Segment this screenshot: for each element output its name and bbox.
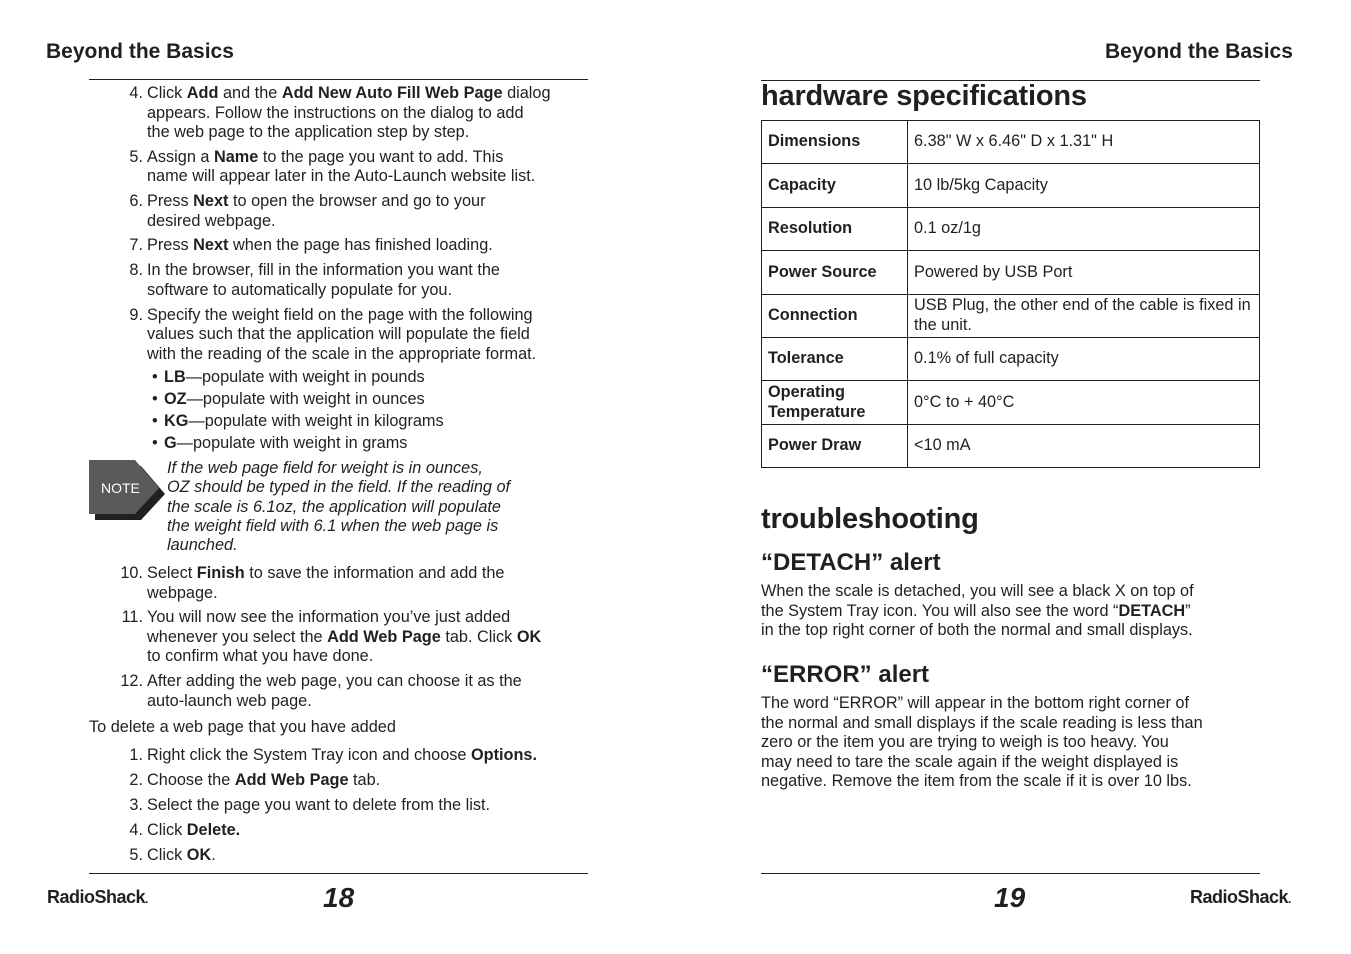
note-text: If the web page field for weight is in ounces, OZ should be typed in the field. If the reading of the scale is 6.1oz, the application will populate the weight field with 6.1 when the web page is launched.	[167, 459, 511, 555]
spec-value: 10 lb/5kg Capacity	[908, 164, 1260, 207]
left-page-number: 18	[323, 882, 355, 913]
list-item-text: Assign a Name to the page you want to add. This name will appear later in the Auto-Launch website list.	[147, 147, 536, 186]
spec-value: Powered by USB Port	[908, 251, 1260, 294]
list-item-number: 10.	[120, 564, 143, 582]
spec-row	[762, 251, 1260, 294]
right-footer-rule	[761, 873, 1260, 874]
delete-intro: To delete a web page that you have added	[89, 718, 396, 736]
note-arrow-icon	[89, 460, 169, 524]
note-badge	[89, 460, 169, 524]
list-item-number: 5.	[129, 846, 143, 864]
list-item-number: 4.	[129, 84, 143, 102]
left-header-rule	[89, 79, 588, 80]
list-item-text: Right click the System Tray icon and choose Options.	[147, 746, 537, 764]
spec-label: Operating Temperature	[762, 381, 908, 424]
spec-label: Resolution	[762, 207, 908, 250]
spec-label: Tolerance	[762, 337, 908, 380]
list-item-text: Choose the Add Web Page tab.	[147, 771, 381, 789]
list-item-text: Specify the weight field on the page with the following values such that the application will populate the field with the reading of the scale in the appropriate format.	[147, 305, 537, 363]
list-item-number: 11.	[121, 608, 143, 627]
specs-title: hardware specifications	[761, 80, 1087, 112]
list-item-text: In the browser, fill in the information you want the software to automatically populate for you.	[147, 261, 500, 299]
left-brand-logo: RadioShack.	[47, 887, 148, 907]
spec-row	[762, 164, 1260, 207]
list-item-text: Press Next when the page has finished loading.	[147, 236, 493, 255]
bullet-icon: •	[152, 368, 158, 386]
list-item-text: Select the page you want to delete from the list.	[147, 796, 491, 814]
spec-label: Connection	[762, 294, 908, 337]
list-item-text: Click Add and the Add New Auto Fill Web Page dialog appears. Follow the instructions on the dialog to add the web page to the application step by step.	[147, 84, 551, 141]
list-item-number: 3.	[129, 796, 143, 814]
note-label: NOTE	[101, 480, 140, 496]
list-item-number: 1.	[129, 746, 143, 764]
list-item-number: 4.	[129, 821, 143, 839]
spec-row	[762, 294, 1260, 337]
spec-value: 0°C to + 40°C	[908, 381, 1260, 424]
spec-value: 6.38" W x 6.46" D x 1.31" H	[908, 121, 1260, 164]
list-item-text: After adding the web page, you can choose it as the auto-launch web page.	[147, 672, 522, 710]
spec-value: <10 mA	[908, 424, 1260, 467]
detach-alert-heading: “DETACH” alert	[761, 549, 941, 576]
error-alert-text: The word “ERROR” will appear in the bottom right corner of the normal and small displays if the scale reading is less than zero or the item you are trying to weigh is too heavy. You may need to tare the scale again if the weight displayed is negative. Remove the item from the scale if it is over 10 lbs.	[761, 694, 1203, 790]
list-item-number: 8.	[129, 261, 143, 280]
spec-label: Power Source	[762, 251, 908, 294]
bullet-icon: •	[152, 412, 158, 430]
unit-item: OZ—populate with weight in ounces	[164, 390, 425, 408]
unit-item: G—populate with weight in grams	[164, 434, 408, 452]
list-item-text: Select Finish to save the information and add the webpage.	[147, 564, 505, 602]
spec-row	[762, 121, 1260, 164]
list-item-number: 2.	[129, 771, 143, 789]
bullet-icon: •	[152, 390, 158, 408]
spec-label: Power Draw	[762, 424, 908, 467]
list-item-text: Press Next to open the browser and go to your desired webpage.	[147, 192, 486, 230]
spec-table	[761, 120, 1260, 468]
list-item-number: 7.	[129, 236, 143, 255]
list-item-number: 5.	[129, 147, 143, 166]
unit-item: KG—populate with weight in kilograms	[164, 412, 444, 430]
list-item-text: Click OK.	[147, 846, 216, 864]
spec-value: USB Plug, the other end of the cable is fixed in the unit.	[908, 294, 1260, 337]
error-alert-heading: “ERROR” alert	[761, 661, 930, 688]
unit-item: LB—populate with weight in pounds	[164, 368, 425, 386]
spec-value: 0.1% of full capacity	[908, 337, 1260, 380]
left-running-header: Beyond the Basics	[46, 40, 234, 63]
spec-row	[762, 381, 1260, 424]
spec-row	[762, 207, 1260, 250]
spec-label: Dimensions	[762, 121, 908, 164]
detach-alert-text: When the scale is detached, you will see a black X on top of the System Tray icon. You will also see the word “DETACH” in the top right corner of both the normal and small displays.	[761, 582, 1194, 639]
list-item-number: 6.	[129, 192, 143, 211]
bullet-icon: •	[152, 434, 158, 452]
right-brand-logo: RadioShack.	[1190, 887, 1291, 907]
spec-row	[762, 424, 1260, 467]
right-page-number: 19	[994, 882, 1026, 913]
spec-row	[762, 337, 1260, 380]
spec-value: 0.1 oz/1g	[908, 207, 1260, 250]
spec-label: Capacity	[762, 164, 908, 207]
list-item-number: 9.	[129, 305, 143, 324]
left-footer-rule	[89, 873, 588, 874]
left-page-instructions	[89, 84, 599, 869]
list-item-number: 12.	[120, 672, 143, 691]
right-running-header: Beyond the Basics	[1105, 40, 1293, 63]
list-item-text: You will now see the information you’ve just added whenever you select the Add Web Page tab. Click OK to confirm what you have done.	[147, 608, 542, 666]
troubleshooting-title: troubleshooting	[761, 503, 979, 535]
list-item-text: Click Delete.	[147, 821, 241, 839]
